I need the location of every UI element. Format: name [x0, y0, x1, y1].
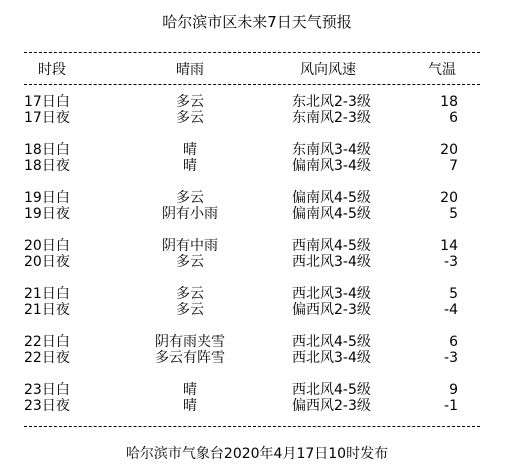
column-header-weather: 晴雨 [176, 62, 204, 78]
header-divider [24, 84, 480, 85]
row-time: 19日白 [24, 190, 70, 206]
row-temp: 5 [449, 206, 458, 222]
row-time: 22日白 [24, 334, 70, 350]
row-temp: -3 [444, 350, 458, 366]
row-temp: -4 [444, 302, 458, 318]
column-header-time: 时段 [38, 62, 66, 78]
row-weather: 多云 [176, 110, 204, 126]
column-header-temp: 气温 [428, 62, 456, 78]
row-weather: 晴 [183, 158, 197, 174]
row-time: 22日夜 [24, 350, 70, 366]
row-wind: 西北风4-5级 [292, 382, 371, 398]
row-time: 18日白 [24, 142, 70, 158]
row-wind: 偏西风2-3级 [292, 398, 371, 414]
top-divider [24, 52, 480, 53]
row-time: 17日夜 [24, 110, 70, 126]
row-wind: 西北风3-4级 [292, 254, 371, 270]
row-temp: 14 [440, 238, 458, 254]
row-wind: 东南风3-4级 [292, 142, 371, 158]
row-temp: 18 [440, 94, 458, 110]
row-weather: 晴 [183, 142, 197, 158]
row-time: 17日白 [24, 94, 70, 110]
row-weather: 多云有阵雪 [155, 350, 225, 366]
column-header-wind: 风向风速 [300, 62, 356, 78]
row-time: 21日夜 [24, 302, 70, 318]
row-time: 23日夜 [24, 398, 70, 414]
row-wind: 东北风2-3级 [292, 94, 371, 110]
row-weather: 晴 [183, 398, 197, 414]
row-temp: 6 [449, 334, 458, 350]
row-weather: 阴有中雨 [162, 238, 218, 254]
row-weather: 阴有小雨 [162, 206, 218, 222]
row-time: 20日白 [24, 238, 70, 254]
issue-note: 哈尔滨市气象台2020年4月17日10时发布 [125, 446, 389, 462]
row-wind: 西南风4-5级 [292, 238, 371, 254]
row-temp: 9 [449, 382, 458, 398]
row-time: 21日白 [24, 286, 70, 302]
bottom-divider [24, 426, 480, 427]
row-wind: 西北风3-4级 [292, 350, 371, 366]
row-temp: 20 [440, 142, 458, 158]
row-time: 19日夜 [24, 206, 70, 222]
row-weather: 多云 [176, 286, 204, 302]
row-temp: 7 [449, 158, 458, 174]
row-wind: 西北风3-4级 [292, 286, 371, 302]
row-wind: 偏南风3-4级 [292, 158, 371, 174]
row-temp: -3 [444, 254, 458, 270]
page-title: 哈尔滨市区未来7日天气预报 [162, 13, 352, 31]
row-wind: 偏南风4-5级 [292, 206, 371, 222]
row-weather: 多云 [176, 190, 204, 206]
row-weather: 晴 [183, 382, 197, 398]
row-wind: 偏西风2-3级 [292, 302, 371, 318]
row-temp: -1 [444, 398, 458, 414]
row-weather: 阴有雨夹雪 [155, 334, 225, 350]
row-temp: 20 [440, 190, 458, 206]
row-wind: 西北风4-5级 [292, 334, 371, 350]
row-time: 23日白 [24, 382, 70, 398]
row-wind: 偏南风4-5级 [292, 190, 371, 206]
row-weather: 多云 [176, 94, 204, 110]
row-time: 20日夜 [24, 254, 70, 270]
row-time: 18日夜 [24, 158, 70, 174]
row-weather: 多云 [176, 254, 204, 270]
row-temp: 5 [449, 286, 458, 302]
row-weather: 多云 [176, 302, 204, 318]
row-wind: 东南风2-3级 [292, 110, 371, 126]
row-temp: 6 [449, 110, 458, 126]
